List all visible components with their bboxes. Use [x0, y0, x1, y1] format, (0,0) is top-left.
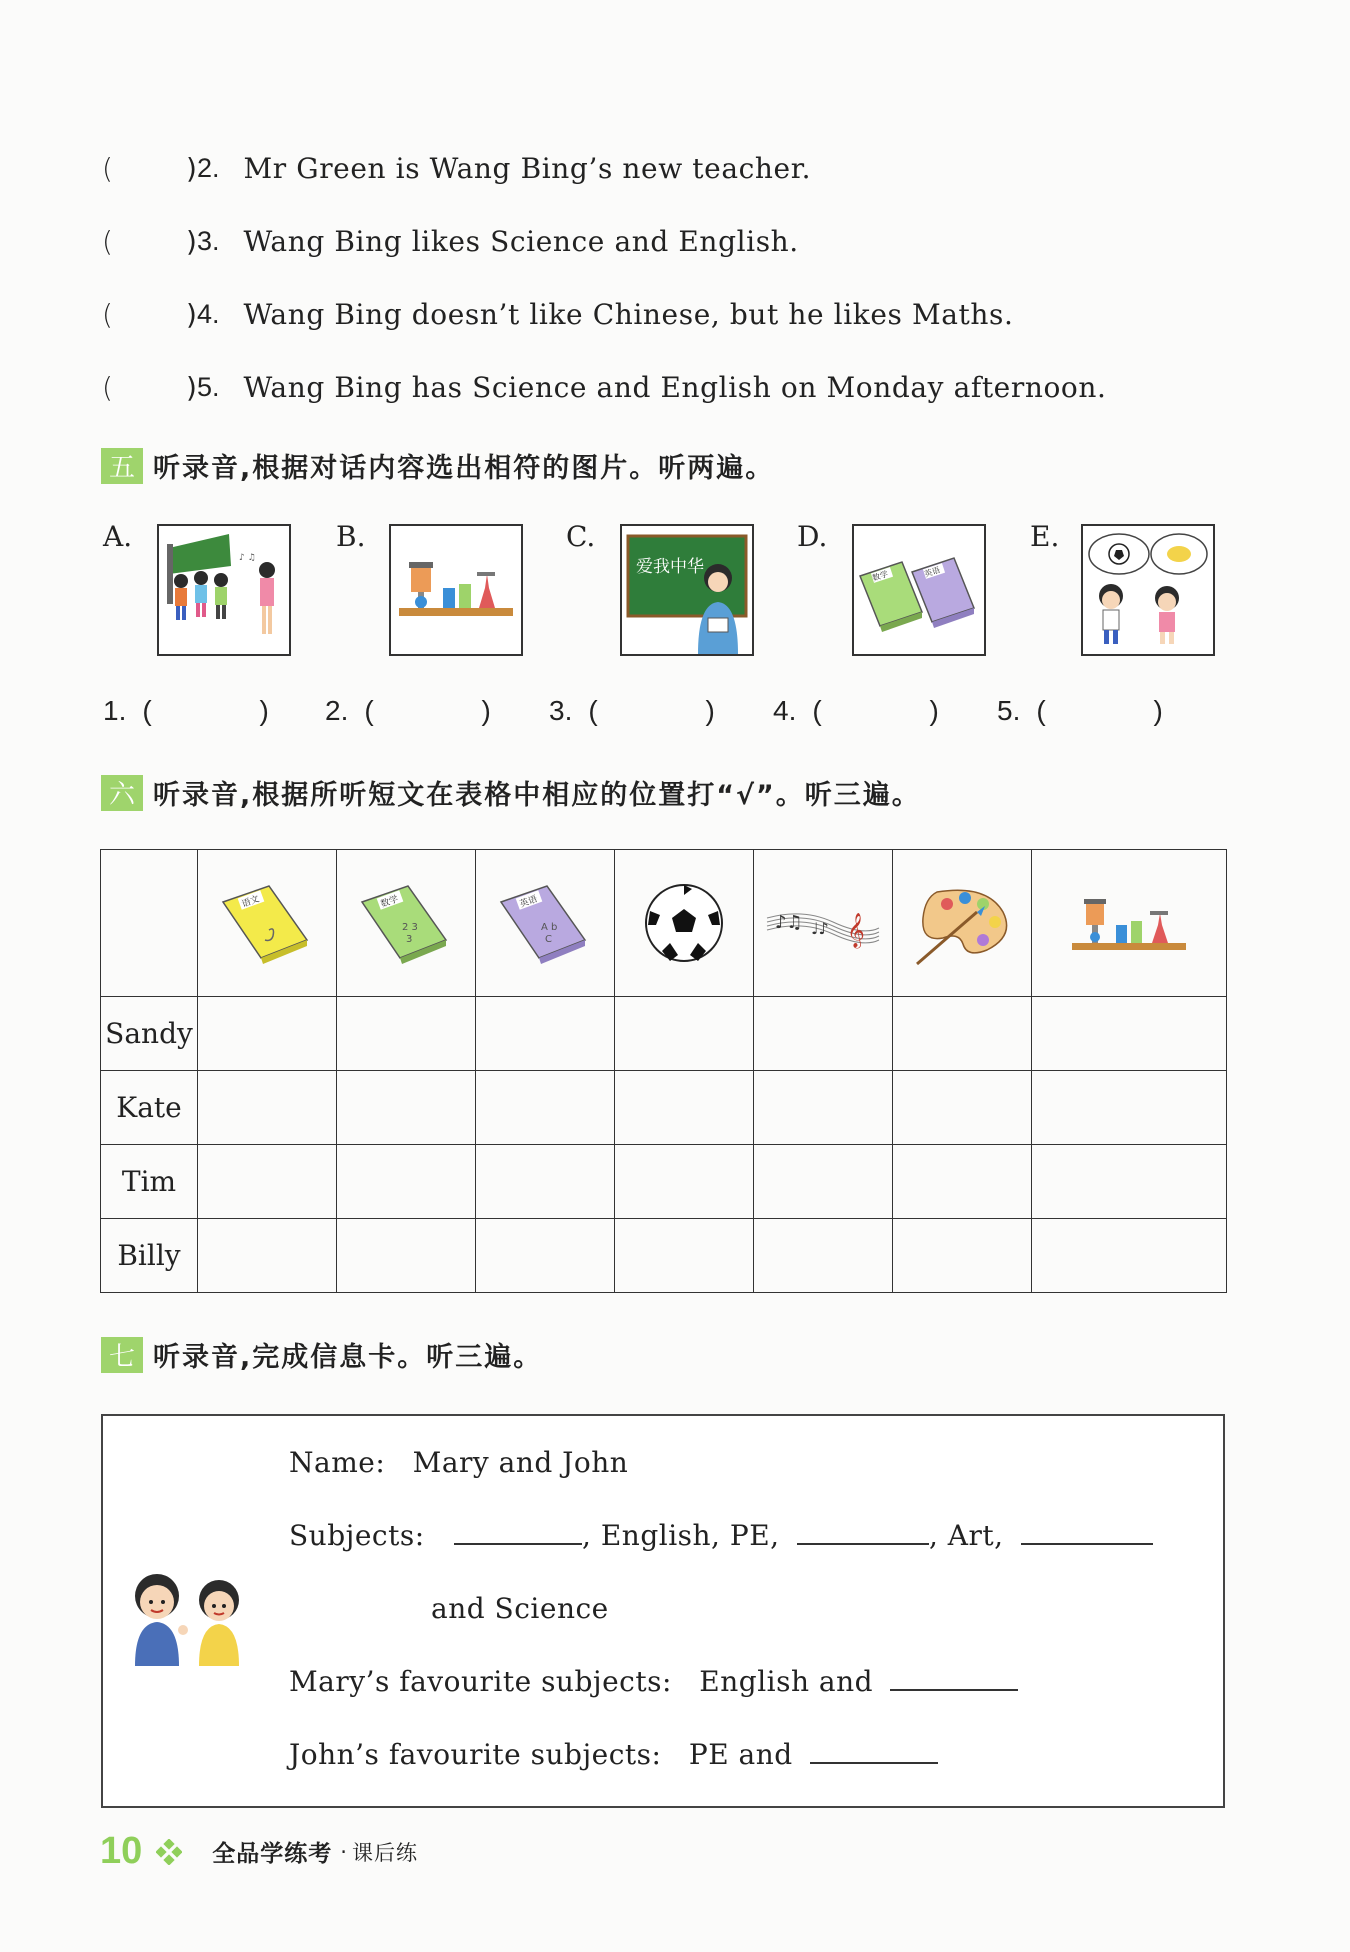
svg-text:♩♪: ♩♪ — [811, 919, 829, 938]
subject-blank-2[interactable] — [797, 1519, 929, 1545]
blackboard-text: 爱我中华 — [636, 557, 704, 577]
answer-paren-open[interactable]: ( — [102, 224, 113, 258]
section-5-heading — [101, 446, 774, 485]
subjects-line — [289, 1519, 1153, 1552]
check-cell[interactable] — [476, 997, 615, 1071]
check-cell[interactable] — [615, 1219, 754, 1293]
answer-blank[interactable] — [773, 695, 989, 727]
science-lab-icon[interactable] — [389, 524, 523, 656]
john-blank[interactable] — [810, 1738, 938, 1764]
john-favourite-line — [289, 1738, 938, 1771]
chinese-teacher-blackboard-icon[interactable] — [620, 524, 754, 656]
check-cell[interactable] — [754, 1145, 893, 1219]
answer-blank[interactable] — [549, 695, 765, 727]
student-name: Kate — [101, 1071, 198, 1145]
maths-english-books-icon[interactable] — [852, 524, 986, 656]
section-badge: 七 — [101, 1337, 143, 1373]
section-title: 听录音,完成信息卡。听三遍。 — [153, 1342, 543, 1373]
name-line — [289, 1446, 628, 1479]
answer-paren-open[interactable]: ( — [102, 151, 113, 185]
john-label: John’s favourite subjects: — [289, 1738, 662, 1771]
answer-paren-close: ) — [186, 224, 197, 258]
judgment-item — [102, 221, 799, 261]
section-badge: 六 — [101, 775, 143, 811]
check-cell[interactable] — [615, 997, 754, 1071]
svg-text:♪ ♫: ♪ ♫ — [239, 553, 256, 563]
header-empty-cell — [101, 850, 198, 997]
subjects-table — [100, 849, 1227, 1293]
check-cell[interactable] — [198, 1219, 337, 1293]
check-cell[interactable] — [337, 1071, 476, 1145]
answer-number: 3. — [549, 695, 573, 726]
answer-paren[interactable]: ( ) — [588, 695, 765, 726]
svg-text:C: C — [545, 934, 552, 945]
section-title: 听录音,根据所听短文在表格中相应的位置打“√”。听三遍。 — [153, 780, 921, 811]
student-name: Tim — [101, 1145, 198, 1219]
table-row — [101, 1219, 1227, 1293]
subjects-label: Subjects: — [289, 1519, 425, 1552]
option-letter: D. — [797, 520, 828, 553]
check-cell[interactable] — [198, 1071, 337, 1145]
check-cell[interactable] — [476, 1145, 615, 1219]
subjects-text: , English, PE, — [582, 1519, 780, 1552]
answer-number: 4. — [773, 695, 797, 726]
check-cell[interactable] — [893, 1219, 1032, 1293]
check-cell[interactable] — [476, 1071, 615, 1145]
svg-text:♪♫: ♪♫ — [775, 912, 803, 933]
info-card — [101, 1414, 1225, 1808]
book-subtitle: 课后练 — [351, 1840, 418, 1865]
check-cell[interactable] — [337, 1219, 476, 1293]
check-cell[interactable] — [337, 997, 476, 1071]
book-title: 全品学练考 — [212, 1841, 333, 1867]
judgment-item — [102, 367, 1107, 407]
two-kids-icon — [123, 1566, 253, 1666]
check-cell[interactable] — [615, 1145, 754, 1219]
item-number: 5. — [196, 371, 220, 402]
student-name: Sandy — [101, 997, 198, 1071]
check-cell[interactable] — [893, 1145, 1032, 1219]
check-cell[interactable] — [754, 1071, 893, 1145]
item-sentence: Mr Green is Wang Bing’s new teacher. — [243, 151, 812, 185]
table-row — [101, 1145, 1227, 1219]
option-letter: C. — [566, 520, 596, 553]
page-footer — [100, 1830, 418, 1873]
diamond-icon — [156, 1839, 182, 1865]
book-label: 英语 — [518, 894, 539, 910]
answer-blank[interactable] — [997, 695, 1213, 727]
answer-number: 1. — [103, 695, 127, 726]
section-title: 听录音,根据对话内容选出相符的图片。听两遍。 — [153, 453, 775, 484]
table-row — [101, 997, 1227, 1071]
subject-blank-3[interactable] — [1021, 1519, 1153, 1545]
page-number: 10 — [100, 1830, 143, 1872]
mary-value: English and — [699, 1665, 874, 1698]
check-cell[interactable] — [1032, 1145, 1227, 1219]
chinese-book-icon — [198, 850, 337, 997]
check-cell[interactable] — [1032, 1219, 1227, 1293]
answer-paren[interactable]: ( ) — [812, 695, 989, 726]
option-letter: B. — [336, 520, 366, 553]
name-label: Name: — [289, 1446, 386, 1479]
maths-book-label: 数学 — [871, 569, 890, 583]
subjects-text: , Art, — [928, 1519, 1004, 1552]
check-cell[interactable] — [1032, 997, 1227, 1071]
subjects-continuation: and Science — [431, 1592, 609, 1625]
maths-book-icon — [337, 850, 476, 997]
section-7-heading — [101, 1335, 542, 1374]
table-row — [101, 1071, 1227, 1145]
option-letter: E. — [1030, 520, 1060, 553]
football-icon — [615, 850, 754, 997]
item-number: 3. — [196, 225, 220, 256]
music-notes-icon — [754, 850, 893, 997]
students-teacher-icon[interactable] — [157, 524, 291, 656]
judgment-item — [102, 148, 811, 188]
english-book-icon — [476, 850, 615, 997]
answer-blank[interactable] — [103, 695, 319, 727]
answer-paren-close: ) — [186, 151, 197, 185]
mary-blank[interactable] — [890, 1665, 1018, 1691]
science-lab-icon — [1032, 850, 1227, 997]
mary-label: Mary’s favourite subjects: — [289, 1665, 672, 1698]
answer-number: 2. — [325, 695, 349, 726]
check-cell[interactable] — [893, 997, 1032, 1071]
section-badge: 五 — [101, 448, 143, 484]
book-label: 语文 — [240, 894, 261, 910]
check-cell[interactable] — [1032, 1071, 1227, 1145]
mary-favourite-line — [289, 1665, 1018, 1698]
name-value: Mary and John — [412, 1446, 629, 1479]
check-cell[interactable] — [754, 1219, 893, 1293]
judgment-item — [102, 294, 1014, 334]
subject-blank-1[interactable] — [454, 1519, 582, 1545]
title-separator: · — [340, 1839, 348, 1864]
item-sentence: Wang Bing has Science and English on Monday afternoon. — [243, 370, 1107, 404]
check-cell[interactable] — [337, 1145, 476, 1219]
answer-paren[interactable]: ( ) — [142, 695, 319, 726]
english-book-label: 英语 — [923, 565, 942, 579]
answer-paren-open[interactable]: ( — [102, 297, 113, 331]
answer-paren-close: ) — [186, 370, 197, 404]
item-number: 4. — [196, 298, 220, 329]
student-name: Billy — [101, 1219, 198, 1293]
svg-text:2 3: 2 3 — [402, 922, 418, 933]
check-cell[interactable] — [198, 1145, 337, 1219]
art-palette-icon — [893, 850, 1032, 997]
svg-text:A b: A b — [541, 922, 558, 933]
check-cell[interactable] — [615, 1071, 754, 1145]
check-cell[interactable] — [198, 997, 337, 1071]
item-sentence: Wang Bing doesn’t like Chinese, but he likes Maths. — [243, 297, 1014, 331]
item-sentence: Wang Bing likes Science and English. — [243, 224, 799, 258]
check-cell[interactable] — [754, 997, 893, 1071]
check-cell[interactable] — [476, 1219, 615, 1293]
table-header-row — [101, 850, 1227, 997]
john-value: PE and — [688, 1738, 793, 1771]
section-6-heading — [101, 773, 921, 812]
answer-paren-close: ) — [186, 297, 197, 331]
option-letter: A. — [103, 520, 133, 553]
check-cell[interactable] — [893, 1071, 1032, 1145]
kids-thinking-icon[interactable] — [1081, 524, 1215, 656]
answer-paren[interactable]: ( ) — [1036, 695, 1213, 726]
item-number: 2. — [196, 152, 220, 183]
book-label: 数学 — [379, 894, 400, 910]
answer-blank[interactable] — [325, 695, 541, 727]
svg-text:𝄞: 𝄞 — [847, 913, 865, 948]
svg-text:3: 3 — [406, 934, 413, 945]
answer-paren[interactable]: ( ) — [364, 695, 541, 726]
answer-paren-open[interactable]: ( — [102, 370, 113, 404]
answer-number: 5. — [997, 695, 1021, 726]
